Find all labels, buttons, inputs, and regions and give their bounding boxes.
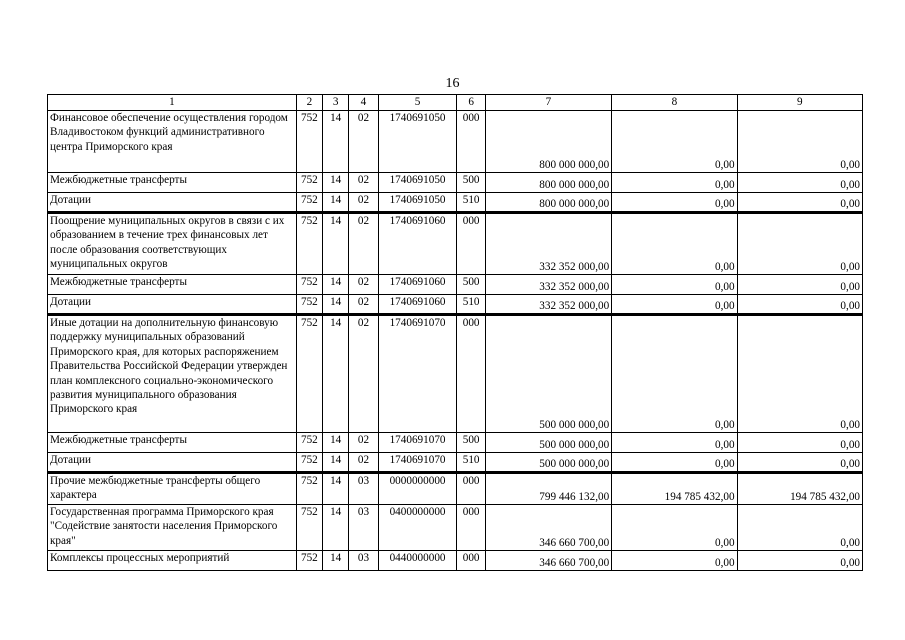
table-row [48,275,863,295]
row-col-4: 02 [349,111,378,173]
row-col-9: 0,00 [737,315,862,433]
row-col-8: 0,00 [612,453,737,473]
column-header-1: 1 [48,95,297,111]
row-col-7: 799 446 132,00 [485,473,611,505]
row-name: Государственная программа Приморского края "Содействие занятости населения Приморского края" [48,505,297,551]
row-col-3: 14 [323,315,349,433]
row-col-9: 0,00 [737,111,862,173]
row-name: Дотации [48,453,297,473]
row-name: Прочие межбюджетные трансферты общего характера [48,473,297,505]
row-name: Дотации [48,193,297,213]
row-col-7: 332 352 000,00 [485,295,611,315]
row-col-7: 500 000 000,00 [485,453,611,473]
row-col-6: 000 [457,315,485,433]
row-col-2: 752 [296,213,322,275]
column-header-7: 7 [485,95,611,111]
row-col-3: 14 [323,473,349,505]
table-row [48,111,863,173]
row-col-2: 752 [296,173,322,193]
row-name: Поощрение муниципальных округов в связи с их образованием в течение трех финансовых лет после образования соответствующих муниципальных округов [48,213,297,275]
row-col-6: 000 [457,111,485,173]
row-col-6: 000 [457,213,485,275]
row-col-2: 752 [296,551,322,571]
row-col-4: 03 [349,505,378,551]
row-col-5: 0440000000 [378,551,457,571]
row-col-7: 332 352 000,00 [485,213,611,275]
row-name: Межбюджетные трансферты [48,173,297,193]
row-col-9: 0,00 [737,173,862,193]
table-row [48,315,863,433]
row-col-3: 14 [323,275,349,295]
row-col-3: 14 [323,551,349,571]
row-col-8: 0,00 [612,111,737,173]
row-col-6: 500 [457,275,485,295]
row-col-7: 500 000 000,00 [485,433,611,453]
table-row [48,173,863,193]
table-header-row [48,95,863,111]
row-col-5: 1740691050 [378,193,457,213]
budget-table [47,94,863,571]
row-col-6: 510 [457,453,485,473]
row-col-2: 752 [296,111,322,173]
row-col-4: 02 [349,173,378,193]
row-col-6: 000 [457,473,485,505]
row-col-2: 752 [296,295,322,315]
row-col-9: 194 785 432,00 [737,473,862,505]
row-col-8: 0,00 [612,505,737,551]
row-col-9: 0,00 [737,505,862,551]
row-col-7: 346 660 700,00 [485,551,611,571]
row-col-4: 02 [349,433,378,453]
row-col-8: 0,00 [612,551,737,571]
row-col-4: 02 [349,315,378,433]
row-col-5: 1740691070 [378,315,457,433]
row-col-7: 800 000 000,00 [485,173,611,193]
row-col-9: 0,00 [737,551,862,571]
row-col-5: 0000000000 [378,473,457,505]
row-col-9: 0,00 [737,275,862,295]
row-col-5: 0400000000 [378,505,457,551]
row-col-6: 510 [457,193,485,213]
row-col-5: 1740691060 [378,295,457,315]
column-header-6: 6 [457,95,485,111]
row-col-5: 1740691060 [378,275,457,295]
row-col-9: 0,00 [737,193,862,213]
row-name: Иные дотации на дополнительную финансовую поддержку муниципальных образований Приморского края, для которых распоряжением Правительства Российской Федерации утвержден план комплексного социально-экономического развития муниципального образования Приморского края [48,315,297,433]
row-col-6: 500 [457,173,485,193]
row-col-7: 800 000 000,00 [485,111,611,173]
row-col-6: 000 [457,551,485,571]
row-col-4: 02 [349,275,378,295]
row-col-5: 1740691050 [378,111,457,173]
row-col-5: 1740691070 [378,453,457,473]
row-col-4: 02 [349,453,378,473]
column-header-9: 9 [737,95,862,111]
page-number: 16 [445,76,460,91]
row-col-7: 332 352 000,00 [485,275,611,295]
table-row [48,551,863,571]
row-col-3: 14 [323,173,349,193]
row-col-7: 346 660 700,00 [485,505,611,551]
row-col-3: 14 [323,453,349,473]
table-row [48,213,863,275]
column-header-2: 2 [296,95,322,111]
table-row [48,433,863,453]
row-col-2: 752 [296,433,322,453]
table-row [48,505,863,551]
row-col-8: 0,00 [612,193,737,213]
row-col-3: 14 [323,295,349,315]
row-col-3: 14 [323,213,349,275]
row-col-3: 14 [323,193,349,213]
row-col-8: 194 785 432,00 [612,473,737,505]
row-col-9: 0,00 [737,433,862,453]
row-name: Межбюджетные трансферты [48,275,297,295]
table-row [48,295,863,315]
row-col-2: 752 [296,315,322,433]
row-col-8: 0,00 [612,213,737,275]
row-name: Межбюджетные трансферты [48,433,297,453]
row-col-3: 14 [323,505,349,551]
row-col-2: 752 [296,193,322,213]
row-name: Финансовое обеспечение осуществления городом Владивостоком функций административного центра Приморского края [48,111,297,173]
row-col-3: 14 [323,433,349,453]
row-col-9: 0,00 [737,213,862,275]
row-col-4: 03 [349,551,378,571]
row-col-8: 0,00 [612,315,737,433]
row-col-4: 02 [349,193,378,213]
row-name: Дотации [48,295,297,315]
row-col-6: 500 [457,433,485,453]
table-row [48,453,863,473]
row-col-5: 1740691050 [378,173,457,193]
column-header-4: 4 [349,95,378,111]
row-col-8: 0,00 [612,173,737,193]
row-col-4: 02 [349,213,378,275]
table-row [48,473,863,505]
row-col-2: 752 [296,275,322,295]
row-col-8: 0,00 [612,295,737,315]
column-header-5: 5 [378,95,457,111]
row-col-5: 1740691060 [378,213,457,275]
table-row [48,193,863,213]
row-col-2: 752 [296,453,322,473]
column-header-3: 3 [323,95,349,111]
row-col-2: 752 [296,505,322,551]
row-col-5: 1740691070 [378,433,457,453]
row-col-4: 02 [349,295,378,315]
row-col-4: 03 [349,473,378,505]
row-col-6: 510 [457,295,485,315]
column-header-8: 8 [612,95,737,111]
row-col-2: 752 [296,473,322,505]
row-col-8: 0,00 [612,433,737,453]
row-col-9: 0,00 [737,295,862,315]
row-col-7: 800 000 000,00 [485,193,611,213]
row-col-3: 14 [323,111,349,173]
row-col-9: 0,00 [737,453,862,473]
row-col-7: 500 000 000,00 [485,315,611,433]
row-col-8: 0,00 [612,275,737,295]
row-col-6: 000 [457,505,485,551]
row-name: Комплексы процессных мероприятий [48,551,297,571]
